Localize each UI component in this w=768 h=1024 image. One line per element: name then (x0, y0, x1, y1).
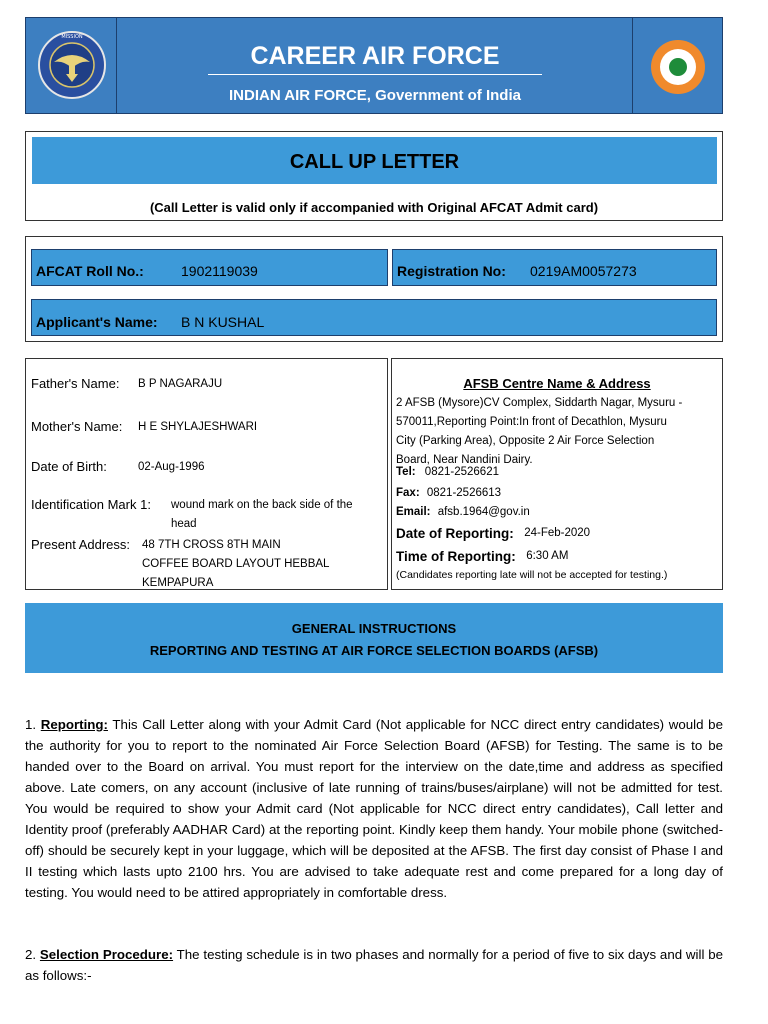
time-of-reporting-label: Time of Reporting: (396, 549, 516, 564)
instruction-heading: Reporting: (40, 717, 108, 732)
identification-mark-value: wound mark on the back side of the (171, 499, 353, 511)
instruction-selection-procedure (25, 944, 723, 986)
present-address-line-2: COFFEE BOARD LAYOUT HEBBAL (142, 558, 330, 570)
afsb-address-line-4: Board, Near Nandini Dairy. (396, 454, 533, 466)
instruction-number: 2. (25, 947, 37, 962)
registration-label: Registration No: (397, 263, 506, 279)
afsb-address-line-1: 2 AFSB (Mysore)CV Complex, Siddarth Nagar, Mysuru - (396, 397, 683, 409)
instruction-reporting (25, 714, 723, 903)
email-value[interactable]: afsb.1964@gov.in (437, 506, 530, 518)
afsb-centre-box (391, 358, 723, 590)
emblem-box (26, 18, 117, 113)
instruction-body: The testing schedule is in two phases and normally for a period of five to six days and will be as follows:- (25, 947, 724, 983)
date-of-reporting-value: 24-Feb-2020 (524, 527, 591, 539)
father-name-value: B P NAGARAJU (138, 378, 223, 390)
iaf-emblem-icon (26, 18, 117, 113)
roundel-box (632, 18, 722, 113)
title-divider (208, 74, 542, 75)
father-name-label: Father's Name: (31, 376, 120, 391)
date-of-reporting (396, 525, 590, 543)
fax-value: 0821-2526613 (426, 487, 502, 499)
general-instructions-subtitle: REPORTING AND TESTING AT AIR FORCE SELECTION BOARDS (AFSB) (149, 643, 599, 658)
afsb-address-line-3: City (Parking Area), Opposite 2 Air Force Selection (396, 435, 655, 447)
iaf-roundel-icon (633, 18, 723, 113)
dob-label: Date of Birth: (31, 459, 107, 474)
roll-number-value: 1902119039 (181, 263, 258, 279)
general-instructions-bar (25, 603, 723, 673)
general-instructions-title: GENERAL INSTRUCTIONS (291, 621, 457, 636)
svg-text:MISSION: MISSION (61, 34, 83, 40)
registration-value: 0219AM0057273 (530, 263, 637, 279)
site-subtitle: INDIAN AIR FORCE, Government of India (229, 87, 521, 104)
late-reporting-note: (Candidates reporting late will not be accepted for testing.) (396, 569, 668, 581)
afsb-fax (396, 484, 501, 503)
date-of-reporting-label: Date of Reporting: (396, 526, 514, 541)
roll-number-cell (31, 249, 388, 286)
instruction-heading: Selection Procedure: (39, 947, 174, 962)
tel-label: Tel: (396, 466, 416, 478)
email-label: Email: (396, 506, 431, 518)
present-address-line-1: 48 7TH CROSS 8TH MAIN (142, 539, 281, 551)
identification-mark-value-cont: head (171, 518, 197, 530)
afsb-address-line-2: 570011,Reporting Point:In front of Decathlon, Mysuru (396, 416, 667, 428)
applicant-name-label: Applicant's Name: (36, 314, 158, 330)
personal-details-box (25, 358, 388, 590)
site-title: CAREER AIR FORCE (250, 42, 500, 70)
registration-cell (392, 249, 717, 286)
call-letter-title: CALL UP LETTER (289, 151, 460, 173)
present-address-label: Present Address: (31, 537, 130, 552)
time-of-reporting-value: 6:30 AM (526, 550, 569, 562)
applicant-name-cell (31, 299, 717, 336)
afsb-email (396, 503, 530, 522)
roll-number-label: AFCAT Roll No.: (36, 263, 144, 279)
time-of-reporting (396, 548, 568, 566)
instruction-number: 1. (25, 717, 37, 732)
mother-name-label: Mother's Name: (31, 419, 123, 434)
mother-name-value: H E SHYLAJESHWARI (138, 421, 258, 433)
applicant-name-value: B N KUSHAL (181, 314, 265, 330)
dob-value: 02-Aug-1996 (138, 461, 205, 473)
instruction-body: This Call Letter along with your Admit Card (Not applicable for NCC direct entry candidates) would be the authority for you to report to the nominated Air Force Selection Board (AFSB) for Testing. The same is to be handed over to the Board on arrival. You must report for the interview on the date,time and address as specified above. Late comers, on any account (inclusive of late running of trains/buses/airplane) will not be admitted for test. You would be required to show your Admit card (Not applicable for NCC direct entry candidates), Call letter and Identity proof (preferably AADHAR Card) at the reporting point. Kindly keep them handy. Your mobile phone (switched-off) should be securely kept in your luggage, which will be deposited at the AFSB. The first day consist of Phase I and II testing which lasts upto 2100 hrs. You are advised to take adequate rest and come prepared for a long day of testing. You would need to be attired appropriately in comfortable dress. (25, 717, 723, 900)
present-address-line-3: KEMPAPURA (142, 577, 214, 589)
fax-label: Fax: (396, 487, 420, 499)
header-banner (25, 17, 723, 114)
identification-mark-label: Identification Mark 1: (31, 497, 151, 512)
call-letter-note: (Call Letter is valid only if accompanied with Original AFCAT Admit card) (149, 200, 599, 215)
afsb-tel (396, 463, 499, 482)
afsb-centre-title: AFSB Centre Name & Address (463, 376, 651, 391)
tel-value: 0821-2526621 (424, 466, 499, 478)
